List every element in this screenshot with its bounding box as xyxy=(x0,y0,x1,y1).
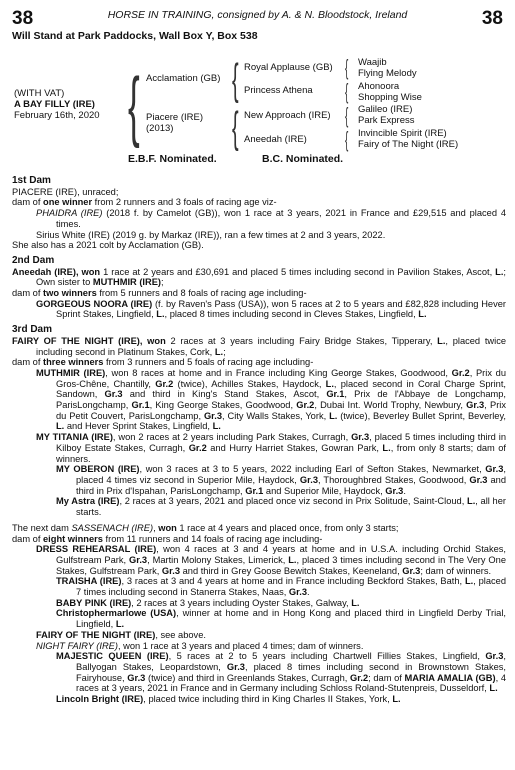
third-dam-line: FAIRY OF THE NIGHT (IRE), won 2 races at 3 years including Fairy Bridge Stakes, Tipperary, L., placed twice including second in Platinum Stakes, Cork, L.; xyxy=(12,335,507,357)
pedigree-brace-sire: { xyxy=(232,55,239,104)
horse-name: A BAY FILLY (IRE) xyxy=(14,99,95,110)
vat-note: (WITH VAT) xyxy=(14,88,65,99)
pedigree-brace-dam: { xyxy=(232,103,239,152)
second-dam-line: Aneedah (IRE), won 1 race at 2 years and £30,691 and placed 5 times including second in Pavilion Stakes, Ascot, L.; Own sister to MUTHMIR (IRE); xyxy=(12,266,507,288)
section-heading-first-dam: 1st Dam xyxy=(12,175,51,186)
first-dam-produce-line: dam of one winner from 2 runners and 3 foals of racing age viz- xyxy=(12,197,277,208)
third-dam-produce-line: dam of three winners from 3 runners and 5 foals of racing age including- xyxy=(12,357,314,368)
produce-lincoln-bright: Lincoln Bright (IRE), placed twice including third in King Charles II Stakes, York, L. xyxy=(56,694,401,705)
ebf-nomination: E.B.F. Nominated. xyxy=(128,153,217,165)
sire-dam: Princess Athena xyxy=(244,85,313,96)
ped-sss: Waajib xyxy=(358,57,387,68)
bc-nomination: B.C. Nominated. xyxy=(262,153,344,165)
ped-dsd: Park Express xyxy=(358,115,415,126)
produce-my-astra: My Astra (IRE), 2 races at 3 years, 2021 and placed once viz second in Prix Solitude, Saint-Cloud, L., all her starts. xyxy=(56,496,506,518)
sire-sire: Royal Applause (GB) xyxy=(244,62,333,73)
produce-traisha: TRAISHA (IRE), 3 races at 3 and 4 years at home and in France including Beckford Stakes, Bath, L., placed 7 times including second in Stanerra Stakes, Naas, Gr.3. xyxy=(56,576,507,598)
lot-number-right: 38 xyxy=(481,8,503,29)
dam: Piacere (IRE) xyxy=(146,112,204,123)
produce-majestic-queen: MAJESTIC QUEEN (IRE), 5 races at 2 to 5 years including Chartwell Fillies Stakes, Lingfield, Gr.3, Ballyogan Stakes, Leopardstown, Gr.3, placed 8 times including second in Brownstown Stakes, Fairyhouse, Gr.3 (twice) and third in Greenlands Stakes, Curragh, Gr.2; dam of MARIA AMALIA (GB), 4 races at 3 years, 2021 in France and in Germany including Schloss Roland-Stutenpreis, Dusseldorf, L. xyxy=(56,651,507,694)
consignor-header: HORSE IN TRAINING, consigned by A. & N. Bloodstock, Ireland xyxy=(107,9,408,21)
ped-dss: Galileo (IRE) xyxy=(358,104,413,115)
section-heading-third-dam: 3rd Dam xyxy=(12,324,53,336)
dam-sire: New Approach (IRE) xyxy=(244,110,331,121)
ped-sdd: Shopping Wise xyxy=(358,92,422,103)
produce-baby-pink: BABY PINK (IRE), 2 races at 3 years including Oyster Stakes, Galway, L. xyxy=(56,597,360,608)
produce-fairy-of-the-night: FAIRY OF THE NIGHT (IRE), see above. xyxy=(36,629,206,640)
produce-muthmir: MUTHMIR (IRE), won 8 races at home and in France including King George Stakes, Goodwood, Gr.2, Prix du Gros-Chêne, Chantilly, Gr.2 (twice), Achilles Stakes, Haydock, L., placed second in Coral Charge Sprint, Sandown, Gr.3 and third in King's Stand Stakes, Ascot, Gr.1, Prix de l'Abbaye de Longchamp, ParisLongchamp, Gr.1, King George Stakes, Goodwood, Gr.2, Dubai Int. World Trophy, Newbury, Gr.3, Prix du Petit Couvert, ParisLongchamp, Gr.3, City Walls Stakes, York, L. (twice), Beverley Bullet Sprint, Beverley, L. and Hever Sprint Stakes, Lingfield, L. xyxy=(36,367,507,432)
brace-ss: { xyxy=(345,55,349,80)
next-dam-produce-line: dam of eight winners from 11 runners and 14 foals of racing age including- xyxy=(12,533,323,544)
second-dam-produce-line: dam of two winners from 5 runners and 8 foals of racing age including- xyxy=(12,288,307,299)
produce-gorgeous-noora: GORGEOUS NOORA (IRE) (f. by Raven's Pass (USA)), won 5 races at 2 to 5 years and £82,828 including Hever Sprint Stakes, Lingfield, L., placed 8 times including second in Cleves Stakes, Lingfield, L. xyxy=(36,298,506,320)
ped-ddd: Fairy of The Night (IRE) xyxy=(358,139,459,150)
first-dam-note: She also has a 2021 colt by Acclamation (GB). xyxy=(12,240,204,251)
first-dam-line: PIACERE (IRE), unraced; xyxy=(12,186,119,197)
lot-number-left: 38 xyxy=(12,8,34,29)
catalogue-text xyxy=(12,171,506,705)
produce-dress-rehearsal: DRESS REHEARSAL (IRE), won 4 races at 3 and 4 years at home and in U.S.A. including Orchid Stakes, Gulfstream Park, Gr.3, Martin Molony Stakes, Limerick, L., placed 3 times including second in The Very One Stakes, Gulfstream Park, Gr.3 and third in Grey Goose Bewitch Stakes, Keeneland, Gr.3; dam of winners. xyxy=(36,544,507,576)
produce-my-oberon: MY OBERON (IRE), won 3 races at 3 to 5 years, 2022 including Earl of Sefton Stakes, Newmarket, Gr.3, placed 4 times viz second in Superior Mile, Haydock, Gr.3, Thoroughbred Stakes, Goodwood, Gr.3 and third in Prix d'Ispahan, ParisLongchamp, Gr.1 and Superior Mile, Haydock, Gr.3. xyxy=(56,464,506,496)
produce-night-fairy: NIGHT FAIRY (IRE), won 1 race at 3 years and placed 4 times; dam of winners. xyxy=(36,640,364,651)
brace-ds: { xyxy=(345,103,349,128)
produce-christophermarlowe: Christophermarlowe (USA), winner at home and in Hong Kong and placed third in Lingfield Derby Trial, Lingfield, L. xyxy=(56,608,507,630)
date-of-birth: February 16th, 2020 xyxy=(14,110,100,121)
brace-sd: { xyxy=(345,79,349,104)
brace-dd: { xyxy=(345,127,349,152)
pedigree-brace-main: { xyxy=(128,61,140,149)
section-heading-second-dam: 2nd Dam xyxy=(12,254,55,266)
produce-my-titania: MY TITANIA (IRE), won 2 races at 2 years including Park Stakes, Curragh, Gr.3, placed 5 times including third in Kilboy Estate Stakes, Curragh, Gr.2 and Hurry Harriet Stakes, Gowran Park, L., from only 8 starts; dam of winners. xyxy=(36,432,507,464)
ped-dds: Invincible Spirit (IRE) xyxy=(358,128,447,139)
produce-phaidra: PHAIDRA (IRE) (2018 f. by Camelot (GB)), won 1 race at 3 years, 2021 in France and £29,515 and placed 4 times. xyxy=(36,208,506,229)
produce-sirius-white: Sirius White (IRE) (2019 g. by Markaz (IRE)), ran a few times at 2 and 3 years, 2022. xyxy=(36,229,386,240)
stand-location: Will Stand at Park Paddocks, Wall Box Y, Box 538 xyxy=(12,30,258,42)
sire: Acclamation (GB) xyxy=(146,73,221,84)
dam-year: (2013) xyxy=(146,123,174,134)
ped-sds: Ahonoora xyxy=(358,81,400,92)
dam-dam: Aneedah (IRE) xyxy=(244,134,307,145)
next-dam-line: The next dam SASSENACH (IRE), won 1 race at 4 years and placed once, from only 3 starts; xyxy=(12,522,399,533)
ped-ssd: Flying Melody xyxy=(358,68,417,79)
